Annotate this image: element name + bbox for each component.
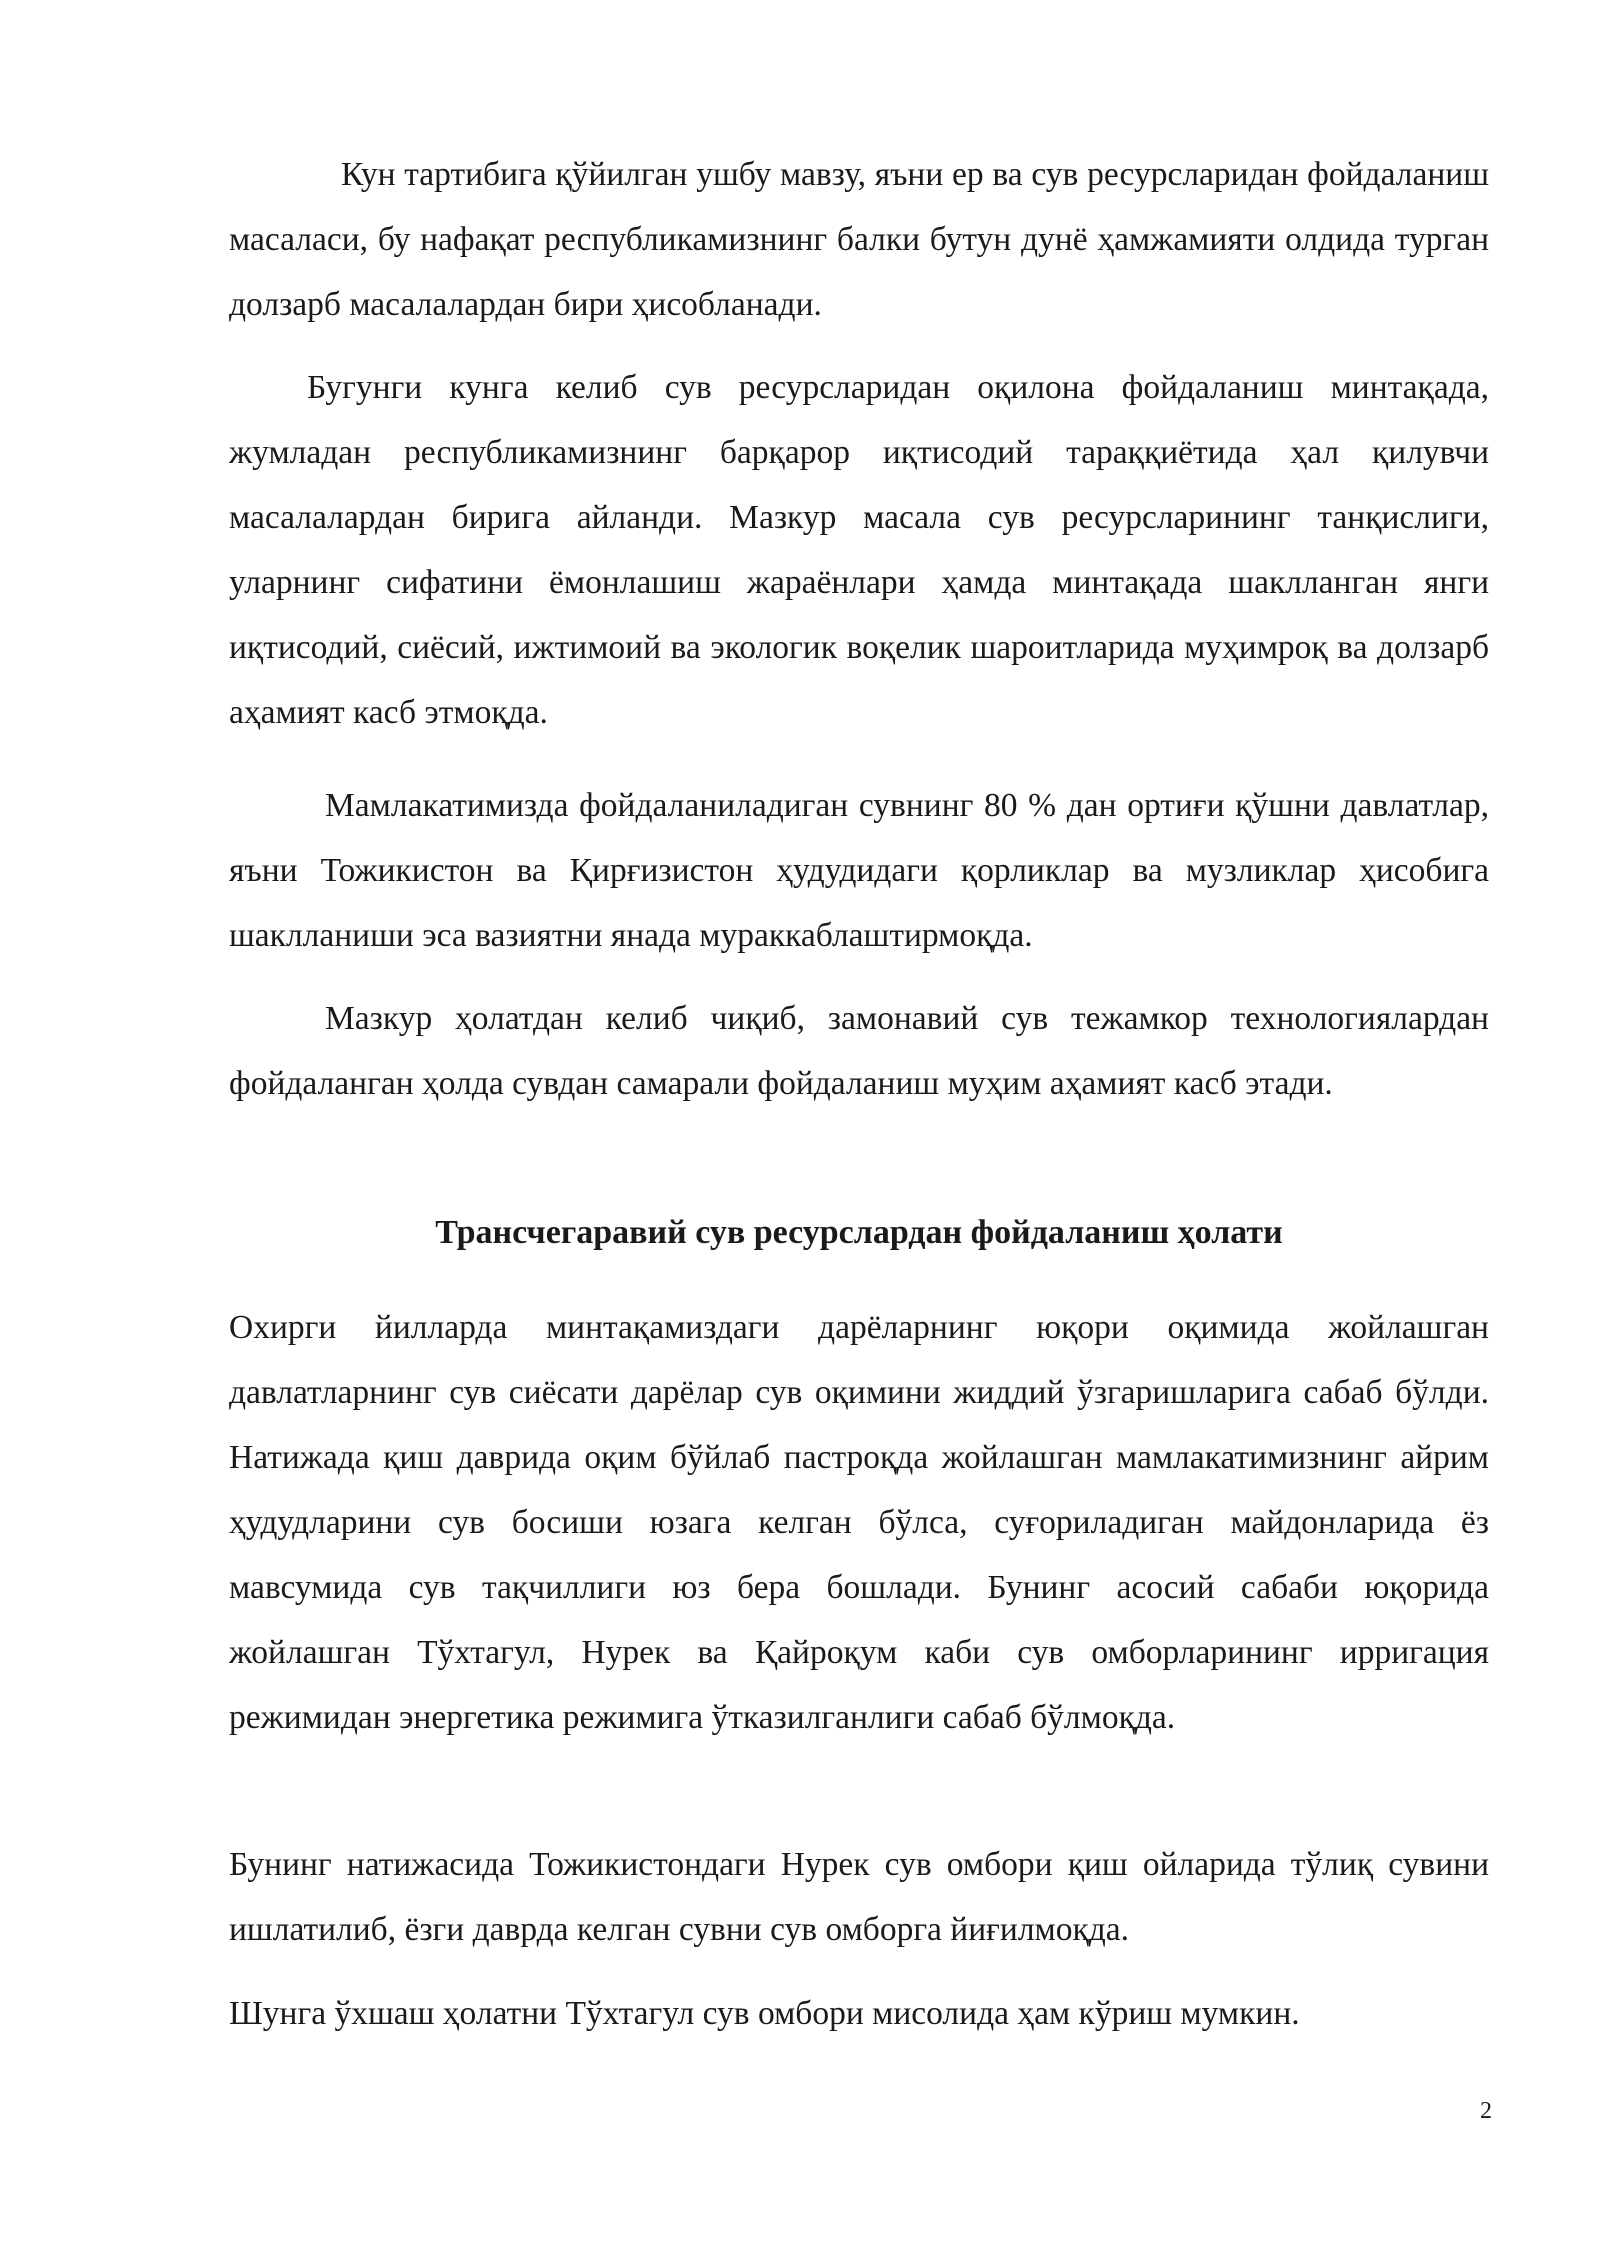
paragraph-1: Кун тартибига қўйилган ушбу мавзу, яъни ер ва сув ресурсларидан фойдаланиш масаласи, бу нафақат республикамизнинг балки бутун дунё ҳамжамияти олдида турган долзарб масалалардан бири ҳисобланади. [229,156,1489,323]
paragraph-7: Шунга ўхшаш ҳолатни Тўхтагул сув омбори мисолида ҳам кўриш мумкин. [229,1995,1300,2032]
paragraph-3: Мамлакатимизда фойдаланиладиган сувнинг 80 % дан ортиғи қўшни давлатлар, яъни Тожикистон ва Қирғизистон ҳудудидаги қорликлар ва музликлар ҳисобига шаклланиши эса вазиятни янада мураккаблаштирмоқда. [229,787,1489,954]
paragraph-4: Мазкур ҳолатдан келиб чиқиб, замонавий сув тежамкор технологиялардан фойдаланган ҳолда сувдан самарали фойдаланиш муҳим аҳамият касб этади. [229,1000,1489,1102]
paragraph-5: Охирги йилларда минтақамиздаги дарёларнинг юқори оқимида жойлашган давлатларнинг сув сиёсати дарёлар сув оқимини жиддий ўзгаришларига сабаб бўлди. Натижада қиш даврида оқим бўйлаб пастроқда жойлашган мамлакатимизнинг айрим ҳудудларини сув босиши юзага келган бўлса, суғориладиган майдонларида ёз мавсумида сув тақчиллиги юз бера бошлади. Бунинг асосий сабаби юқорида жойлашган Тўхтагул, Нурек ва Қайроқум каби сув омборларининг ирригация режимидан энергетика режимига ўтказилганлиги сабаб бўлмоқда. [229,1309,1489,1736]
page-number: 2 [1480,2098,1492,2124]
paragraph-6: Бунинг натижасида Тожикистондаги Нурек сув омбори қиш ойларида тўлиқ сувини ишлатилиб, ёзги даврда келган сувни сув омборга йиғилмоқда. [229,1846,1489,1948]
paragraph-2: Бугунги кунга келиб сув ресурсларидан оқилона фойдаланиш минтақада, жумладан республикамизнинг барқарор иқтисодий тараққиётида ҳал қилувчи масалалардан бирига айланди. Мазкур масала сув ресурсларининг танқислиги, уларнинг сифатини ёмонлашиш жараёнлари ҳамда минтақада шаклланган янги иқтисодий, сиёсий, ижтимоий ва экологик воқелик шароитларида муҳимроқ ва долзарб аҳамият касб этмоқда. [229,369,1489,731]
section-heading: Трансчегаравий сув ресурслардан фойдаланиш ҳолати [435,1214,1283,1251]
